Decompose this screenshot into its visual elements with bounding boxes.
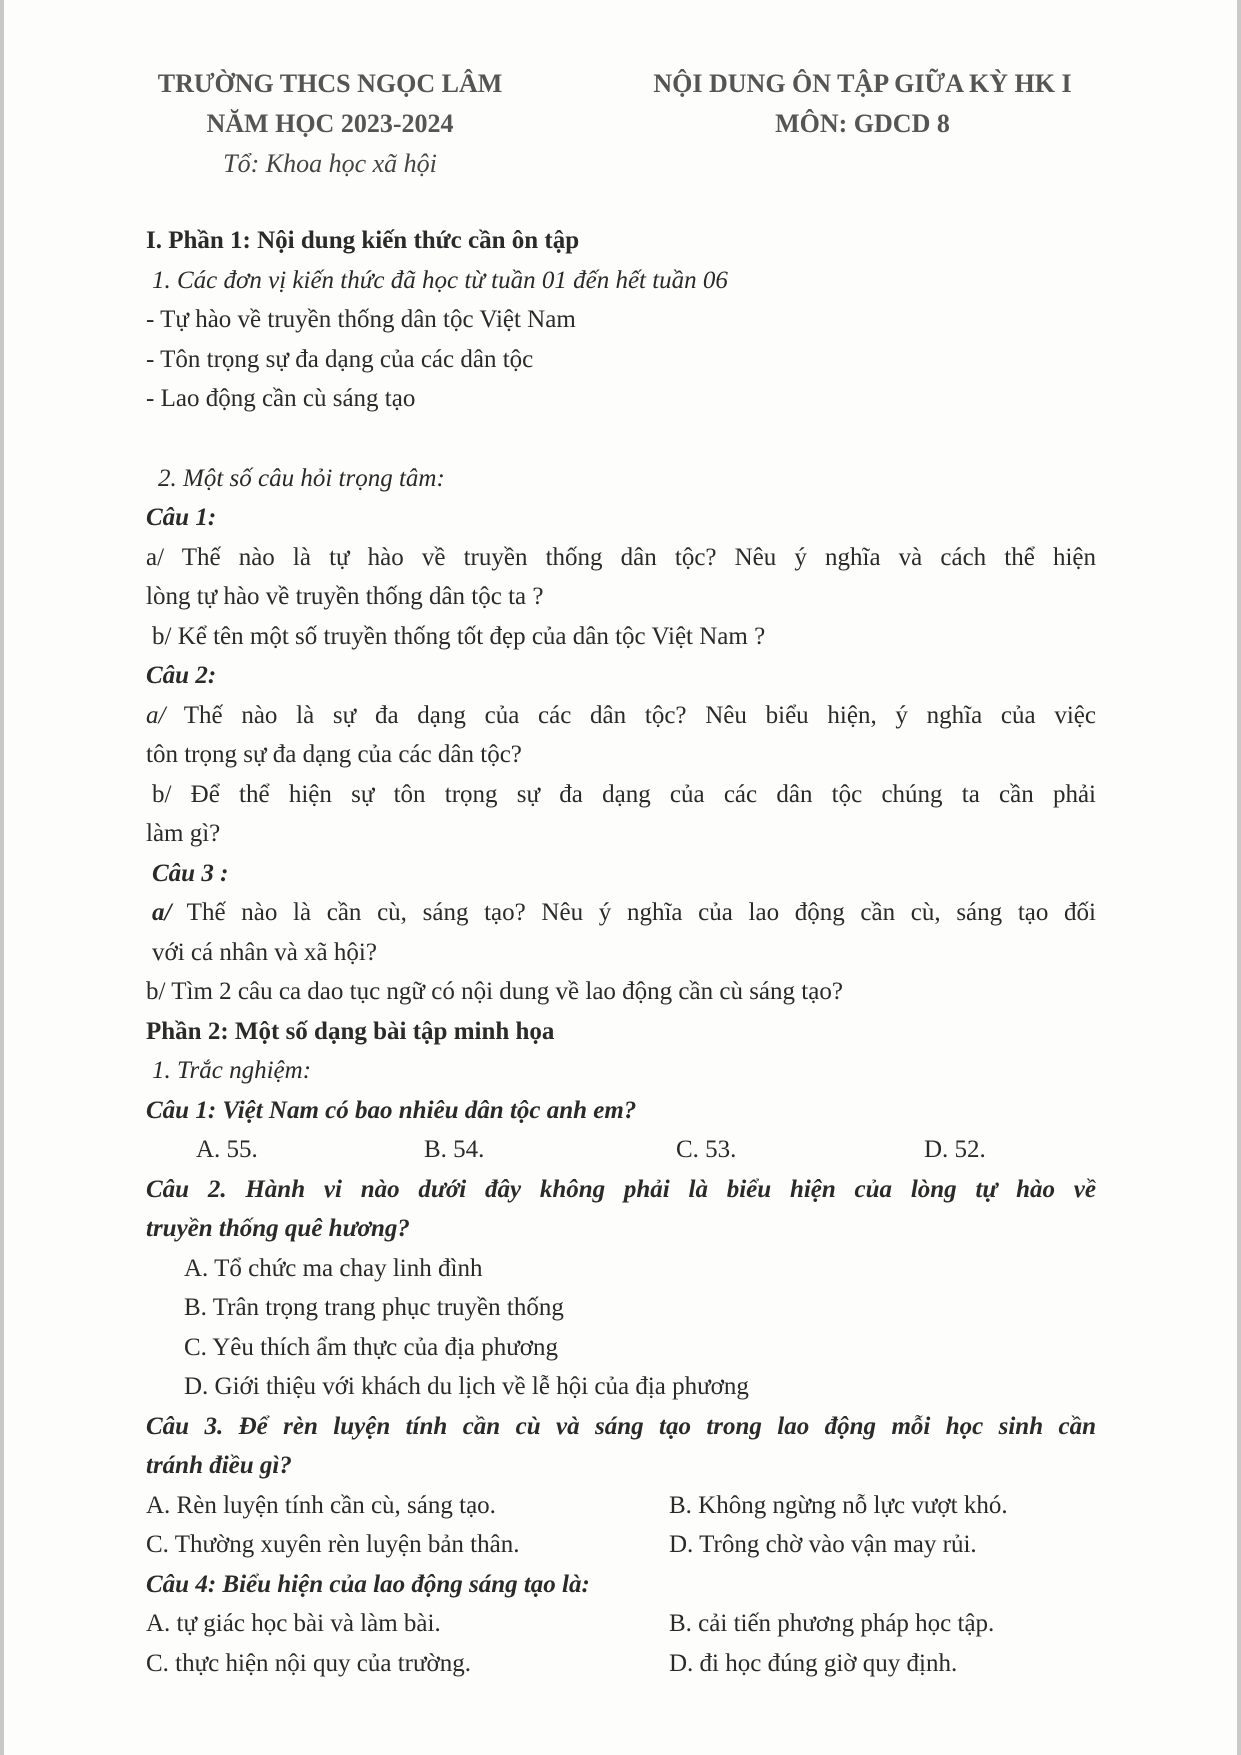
school-year: NĂM HỌC 2023-2024 (206, 109, 454, 138)
question-text: Tìm 2 câu ca dao tục ngữ có nội dung về lao động cần cù sáng tạo? (165, 978, 843, 1005)
item-prefix: b/ (152, 622, 172, 650)
part1-subheading-units: 1. Các đơn vị kiến thức đã học từ tuần 01 đến hết tuần 06 (152, 266, 728, 294)
question-text: Để thể hiện sự tôn trọng sự đa dạng của các dân tộc chúng ta cần phải (171, 780, 1096, 808)
question-text: Kể tên một số truyền thống tốt đẹp của dân tộc Việt Nam ? (171, 622, 766, 650)
option-d: D. đi học đúng giờ quy định. (669, 1649, 958, 1677)
mc-question-2-cont: truyền thống quê hương? (146, 1215, 410, 1242)
mc-question-1: Câu 1: Việt Nam có bao nhiêu dân tộc anh em? (146, 1096, 637, 1124)
option-d: D. Giới thiệu với khách du lịch về lễ hội của địa phương (184, 1373, 749, 1400)
question-text: Thế nào là tự hào về truyền thống dân tộc? Nêu ý nghĩa và cách thể hiện (164, 543, 1096, 571)
item-prefix: b/ (146, 978, 166, 1005)
option-c: C. Thường xuyên rèn luyện bản thân. (146, 1531, 520, 1558)
question-text: Thế nào là cần cù, sáng tạo? Nêu ý nghĩa của lao động cần cù, sáng tạo đối (171, 899, 1096, 926)
part1-heading: I. Phần 1: Nội dung kiến thức cần ôn tập (146, 227, 580, 254)
question-1b (146, 617, 1096, 657)
option-b: B. 54. (424, 1136, 485, 1163)
question-3b (146, 972, 1096, 1012)
option-a: A. tự giác học bài và làm bài. (146, 1610, 441, 1637)
item-prefix: a/ (152, 899, 172, 926)
item-prefix: a/ (146, 701, 166, 729)
question-label: Câu 2: (146, 662, 217, 689)
header-right (605, 64, 1120, 144)
option-b: B. Không ngừng nỗ lực vượt khó. (669, 1491, 1008, 1519)
question-2b (146, 775, 1096, 815)
item-prefix: b/ (152, 780, 172, 808)
question-3a (146, 893, 1096, 933)
scan-edge-left (0, 0, 4, 1755)
scan-edge-right (1237, 0, 1241, 1755)
question-2a-cont: tôn trọng sự đa dạng của các dân tộc? (146, 741, 522, 768)
part1-subheading-questions: 2. Một số câu hỏi trọng tâm: (158, 464, 445, 492)
school-name: TRƯỜNG THCS NGỌC LÂM (157, 69, 503, 98)
mc-question-3-cont: tránh điều gì? (146, 1452, 292, 1479)
question-text: Thế nào là sự đa dạng của các dân tộc? Nêu biểu hiện, ý nghĩa của việc (165, 701, 1096, 729)
document-title: NỘI DUNG ÔN TẬP GIỮA KỲ HK I (653, 69, 1072, 98)
option-a: A. 55. (196, 1136, 258, 1163)
item-prefix: a/ (146, 543, 165, 571)
question-label: Câu 1: (146, 504, 217, 531)
mc-options-3-row2 (146, 1525, 1096, 1565)
spacer (146, 419, 1096, 459)
subject: MÔN: GDCD 8 (775, 109, 950, 138)
option-c: C. 53. (676, 1136, 737, 1163)
unit-item: - Tôn trọng sự đa dạng của các dân tộc (146, 345, 534, 373)
header-left (95, 64, 565, 184)
part2-subheading: 1. Trắc nghiệm: (152, 1057, 312, 1084)
mc-options-1 (146, 1130, 1096, 1170)
mc-question-4: Câu 4: Biểu hiện của lao động sáng tạo là: (146, 1570, 590, 1598)
option-a: A. Rèn luyện tính cần cù, sáng tạo. (146, 1491, 496, 1519)
option-a: A. Tổ chức ma chay linh đình (184, 1254, 483, 1282)
unit-item: - Lao động cần cù sáng tạo (146, 385, 416, 412)
option-c: C. Yêu thích ẩm thực của địa phương (184, 1333, 559, 1361)
mc-question-3: Câu 3. Để rèn luyện tính cần cù và sáng tạo trong lao động mỗi học sinh cần (146, 1412, 1096, 1440)
document-body (146, 221, 1096, 1683)
mc-question-2: Câu 2. Hành vi nào dưới đây không phải là biểu hiện của lòng tự hào về (146, 1175, 1096, 1203)
question-2a (146, 696, 1096, 736)
mc-options-3-row1 (146, 1486, 1096, 1526)
question-2b-cont: làm gì? (146, 820, 221, 847)
option-d: D. Trông chờ vào vận may rủi. (669, 1531, 977, 1558)
option-b: B. cải tiến phương pháp học tập. (669, 1610, 995, 1637)
option-c: C. thực hiện nội quy của trường. (146, 1649, 471, 1677)
option-d: D. 52. (924, 1136, 986, 1163)
department: Tổ: Khoa học xã hội (223, 149, 437, 178)
option-b: B. Trân trọng trang phục truyền thống (184, 1294, 564, 1321)
question-3a-cont: với cá nhân và xã hội? (152, 938, 377, 966)
part2-heading: Phần 2: Một số dạng bài tập minh họa (146, 1017, 555, 1045)
unit-item: - Tự hào về truyền thống dân tộc Việt Nam (146, 306, 576, 333)
question-label: Câu 3 : (152, 859, 229, 887)
question-1a (146, 538, 1096, 578)
question-1a-cont: lòng tự hào về truyền thống dân tộc ta ? (146, 583, 544, 610)
mc-options-4-row2 (146, 1644, 1096, 1684)
mc-options-4-row1 (146, 1604, 1096, 1644)
